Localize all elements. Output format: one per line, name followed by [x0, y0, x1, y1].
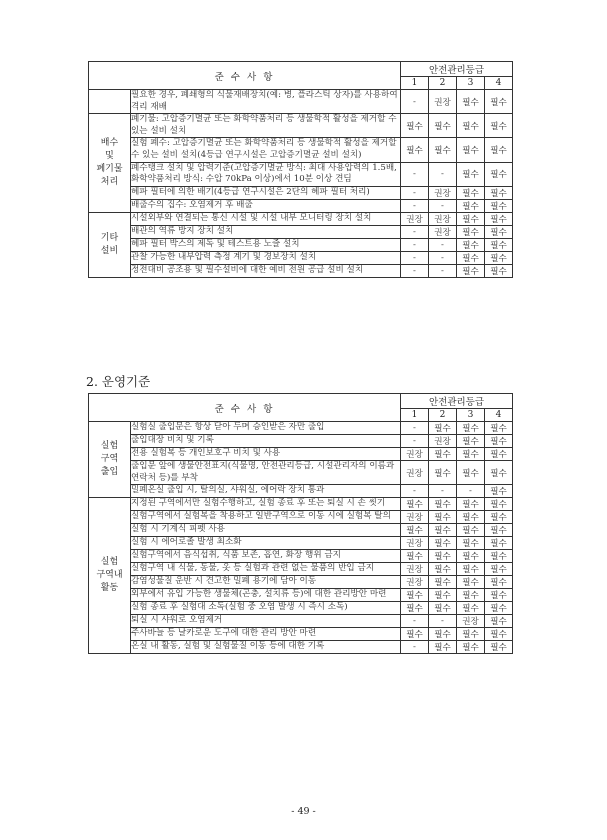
grade-4-cell: 필수: [485, 435, 513, 448]
grade-4-cell: 필수: [485, 162, 513, 186]
grade-1-cell: -: [401, 435, 429, 448]
facility-requirements-table: [88, 61, 513, 278]
grade-2-cell: 필수: [429, 448, 457, 461]
grade-1-cell: -: [401, 199, 429, 212]
grade-1-cell: -: [401, 162, 429, 186]
grade-3-cell: 필수: [457, 238, 485, 251]
grade-3-cell: 필수: [457, 537, 485, 550]
grade-2-cell: 권장: [429, 90, 457, 114]
table-row: [89, 186, 513, 199]
grade-3-cell: 필수: [457, 251, 485, 264]
grade-4-cell: 필수: [485, 641, 513, 654]
grade-1-cell: 필수: [401, 114, 429, 138]
grade-2-cell: -: [429, 485, 457, 498]
grade-3-cell: 필수: [457, 138, 485, 162]
grade-1-cell: -: [401, 615, 429, 628]
grade-3-cell: 필수: [457, 225, 485, 238]
grade-level-1: 1: [401, 77, 429, 90]
grade-1-cell: 권장: [401, 212, 429, 225]
requirement-text: 실험구역에서 음식섭취, 식품 보존, 흡연, 화장 행위 금지: [131, 550, 401, 563]
table-row: [89, 212, 513, 225]
requirement-text: 관찰 가능한 내부압력 측정 계기 및 경보장치 설치: [131, 251, 401, 264]
grade-1-cell: 권장: [401, 537, 429, 550]
grade-2-cell: 권장: [429, 435, 457, 448]
grade-2-cell: 권장: [429, 225, 457, 238]
grade-4-cell: 필수: [485, 238, 513, 251]
table-row: [89, 435, 513, 448]
grade-1-cell: -: [401, 225, 429, 238]
grade-4-cell: 필수: [485, 537, 513, 550]
grade-3-cell: 필수: [457, 628, 485, 641]
table-row: [89, 498, 513, 511]
grade-level-2: 2: [429, 77, 457, 90]
grade-3-cell: 필수: [457, 264, 485, 277]
grade-3-cell: 필수: [457, 199, 485, 212]
grade-2-cell: 필수: [429, 589, 457, 602]
grade-4-cell: 필수: [485, 524, 513, 537]
requirement-text: 실험 종료 후 실험대 소독(실험 중 오염 발생 시 즉시 소독): [131, 602, 401, 615]
table-row: [89, 264, 513, 277]
table-row: [89, 199, 513, 212]
table-row: [89, 448, 513, 461]
requirement-text: 퇴실 시 샤워로 오염제거: [131, 615, 401, 628]
requirement-text: 실험구역 내 식물, 동물, 옷 등 실험과 관련 없는 물품의 반입 금지: [131, 563, 401, 576]
grade-1-cell: -: [401, 90, 429, 114]
grade-2-cell: 필수: [429, 114, 457, 138]
grade-4-cell: 필수: [485, 511, 513, 524]
grade-3-cell: 권장: [457, 615, 485, 628]
grade-1-cell: 권장: [401, 461, 429, 485]
grade-3-cell: 필수: [457, 162, 485, 186]
table-row: [89, 225, 513, 238]
grade-2-cell: 필수: [429, 461, 457, 485]
grade-1-cell: 필수: [401, 524, 429, 537]
grade-4-cell: 필수: [485, 485, 513, 498]
grade-level-4: 4: [485, 409, 513, 422]
grade-1-cell: -: [401, 251, 429, 264]
grade-4-cell: 필수: [485, 225, 513, 238]
grade-2-cell: 필수: [429, 550, 457, 563]
grade-4-cell: 필수: [485, 576, 513, 589]
grade-1-cell: -: [401, 264, 429, 277]
grade-2-cell: 필수: [429, 138, 457, 162]
grade-3-cell: 필수: [457, 524, 485, 537]
grade-1-cell: 필수: [401, 550, 429, 563]
category-cell: 실험 구역내 활동: [89, 498, 131, 654]
grade-1-cell: 권장: [401, 576, 429, 589]
grade-2-cell: 필수: [429, 498, 457, 511]
grade-2-cell: 필수: [429, 602, 457, 615]
grade-3-cell: 필수: [457, 114, 485, 138]
grade-4-cell: 필수: [485, 550, 513, 563]
grade-1-cell: 권장: [401, 511, 429, 524]
table-row: [89, 589, 513, 602]
requirement-text: 실험실 출입문은 항상 닫아 두며 승인받은 자만 출입: [131, 422, 401, 435]
category-cell: [89, 90, 131, 114]
grade-1-cell: 필수: [401, 602, 429, 615]
grade-2-cell: 필수: [429, 422, 457, 435]
grade-3-cell: 필수: [457, 448, 485, 461]
grade-3-cell: 필수: [457, 563, 485, 576]
grade-3-cell: 필수: [457, 602, 485, 615]
requirement-text: 필요한 경우, 폐쇄형의 식물재배장치(예: 병, 플라스틱 상자)를 사용하여 격리 재배: [131, 90, 401, 114]
table-row: [89, 422, 513, 435]
table-row: [89, 90, 513, 114]
table-row: [89, 563, 513, 576]
grade-2-cell: 필수: [429, 641, 457, 654]
grade-3-cell: 필수: [457, 511, 485, 524]
table-row: [89, 511, 513, 524]
requirement-text: 정전대비 공조용 및 필수설비에 대한 예비 전원 공급 설비 설치: [131, 264, 401, 277]
grade-1-cell: 필수: [401, 138, 429, 162]
requirement-text: 헤파 필터에 의한 배기(4등급 연구시설은 2단의 헤파 필터 처리): [131, 186, 401, 199]
requirement-text: 주사바늘 등 날카로운 도구에 대한 관리 방안 마련: [131, 628, 401, 641]
grade-2-cell: 필수: [429, 628, 457, 641]
grade-3-cell: 필수: [457, 461, 485, 485]
grade-3-cell: 필수: [457, 641, 485, 654]
requirement-text: 배출수의 집수: 오염제거 후 배출: [131, 199, 401, 212]
grade-4-cell: 필수: [485, 114, 513, 138]
grade-3-cell: 필수: [457, 576, 485, 589]
grade-4-cell: 필수: [485, 186, 513, 199]
category-cell: 배수 및 폐기물 처리: [89, 114, 131, 213]
grade-level-3: 3: [457, 77, 485, 90]
grade-3-cell: 필수: [457, 186, 485, 199]
table-row: [89, 114, 513, 138]
grade-2-cell: 권장: [429, 186, 457, 199]
table-row: [89, 251, 513, 264]
grade-1-cell: 권장: [401, 563, 429, 576]
requirement-text: 지정된 구역에서만 실험수행하고, 실험 종료 후 또는 퇴실 시 손 씻기: [131, 498, 401, 511]
requirement-text: 출입대장 비치 및 기록: [131, 435, 401, 448]
grade-2-cell: 권장: [429, 212, 457, 225]
table-row: [89, 550, 513, 563]
grade-3-cell: 필수: [457, 90, 485, 114]
requirement-text: 온실 내 활동, 실험 및 실험물질 이동 등에 대한 기록: [131, 641, 401, 654]
grade-4-cell: 필수: [485, 90, 513, 114]
table-row: [89, 641, 513, 654]
grade-2-cell: -: [429, 251, 457, 264]
requirement-text: 폐수탱크 설치 및 압력기준(고압증기멸균 방식: 최대 사용압력의 1.5배, 화학약품처리 방식: 수압 70kPa 이상)에서 10분 이상 견딤: [131, 162, 401, 186]
table-row: [89, 485, 513, 498]
grade-1-cell: 권장: [401, 448, 429, 461]
category-cell: 기타 설비: [89, 212, 131, 277]
grade-4-cell: 필수: [485, 448, 513, 461]
grade-2-cell: -: [429, 238, 457, 251]
requirement-text: 헤파 필터 박스의 제독 및 테스트용 노즐 설치: [131, 238, 401, 251]
grade-4-cell: 필수: [485, 264, 513, 277]
grade-3-cell: 필수: [457, 498, 485, 511]
requirement-text: 시설외부와 연결되는 통신 시설 및 시설 내부 모니터링 장치 설치: [131, 212, 401, 225]
safety-grade-header: 안전관리등급: [401, 394, 513, 409]
grade-2-cell: -: [429, 264, 457, 277]
grade-2-cell: -: [429, 162, 457, 186]
grade-4-cell: 필수: [485, 138, 513, 162]
grade-1-cell: -: [401, 641, 429, 654]
table-row: [89, 461, 513, 485]
grade-4-cell: 필수: [485, 589, 513, 602]
grade-4-cell: 필수: [485, 199, 513, 212]
grade-2-cell: 필수: [429, 511, 457, 524]
grade-2-cell: 필수: [429, 563, 457, 576]
table-row: [89, 576, 513, 589]
grade-4-cell: 필수: [485, 251, 513, 264]
grade-2-cell: 필수: [429, 524, 457, 537]
safety-grade-header: 안전관리등급: [401, 62, 513, 77]
grade-3-cell: 필수: [457, 589, 485, 602]
grade-4-cell: 필수: [485, 602, 513, 615]
requirements-header: 준 수 사 항: [89, 394, 401, 422]
requirement-text: 감염성물질 운반 시 견고한 밀폐 용기에 담아 이동: [131, 576, 401, 589]
grade-4-cell: 필수: [485, 563, 513, 576]
grade-4-cell: 필수: [485, 615, 513, 628]
table-row: [89, 138, 513, 162]
grade-1-cell: -: [401, 485, 429, 498]
grade-3-cell: 필수: [457, 550, 485, 563]
grade-1-cell: 필수: [401, 498, 429, 511]
grade-3-cell: 필수: [457, 435, 485, 448]
grade-4-cell: 필수: [485, 212, 513, 225]
grade-1-cell: -: [401, 186, 429, 199]
grade-level-3: 3: [457, 409, 485, 422]
grade-4-cell: 필수: [485, 461, 513, 485]
operation-standards-table: [88, 393, 513, 654]
grade-level-2: 2: [429, 409, 457, 422]
grade-2-cell: 필수: [429, 576, 457, 589]
grade-4-cell: 필수: [485, 498, 513, 511]
category-cell: 실험 구역 출입: [89, 422, 131, 498]
requirement-text: 전용 실험복 등 개인보호구 비치 및 사용: [131, 448, 401, 461]
requirement-text: 실험 폐수: 고압증기멸균 또는 화학약품처리 등 생물학적 활성을 제거할 수 있는 설비 설치(4등급 연구시설은 고압증기멸균 설비 설치): [131, 138, 401, 162]
grade-3-cell: 필수: [457, 422, 485, 435]
grade-level-1: 1: [401, 409, 429, 422]
table-row: [89, 628, 513, 641]
grade-1-cell: -: [401, 238, 429, 251]
requirement-text: 배관의 역류 방지 장치 설치: [131, 225, 401, 238]
grade-3-cell: -: [457, 485, 485, 498]
table-row: [89, 238, 513, 251]
table-row: [89, 524, 513, 537]
requirement-text: 외부에서 유입 가능한 생물체(곤충, 설치류 등)에 대한 관리방안 마련: [131, 589, 401, 602]
requirement-text: 출입문 앞에 생물안전표지(식물명, 안전관리등급, 시설관리자의 이름과 연락처 등)를 부착: [131, 461, 401, 485]
table-row: [89, 602, 513, 615]
grade-3-cell: 필수: [457, 212, 485, 225]
table-row: [89, 162, 513, 186]
table-row: [89, 615, 513, 628]
grade-1-cell: 필수: [401, 628, 429, 641]
grade-level-4: 4: [485, 77, 513, 90]
requirement-text: 폐기물: 고압증기멸균 또는 화학약품처리 등 생물학적 활성을 제거할 수 있는 설비 설치: [131, 114, 401, 138]
requirement-text: 실험 시 에어로졸 발생 최소화: [131, 537, 401, 550]
requirement-text: 실험구역에서 실험복을 착용하고 일반구역으로 이동 시에 실험복 탈의: [131, 511, 401, 524]
page-number: - 49 -: [291, 806, 316, 817]
section-title: 2. 운영기준: [86, 374, 151, 389]
grade-2-cell: 필수: [429, 537, 457, 550]
grade-2-cell: -: [429, 615, 457, 628]
requirements-header: 준 수 사 항: [89, 62, 401, 90]
requirement-text: 밀폐온실 출입 시, 탈의실, 샤워실, 에어락 장치 통과: [131, 485, 401, 498]
grade-2-cell: -: [429, 199, 457, 212]
grade-1-cell: 필수: [401, 589, 429, 602]
grade-1-cell: -: [401, 422, 429, 435]
grade-4-cell: 필수: [485, 422, 513, 435]
requirement-text: 실험 시 기계식 피펫 사용: [131, 524, 401, 537]
table-row: [89, 537, 513, 550]
grade-4-cell: 필수: [485, 628, 513, 641]
